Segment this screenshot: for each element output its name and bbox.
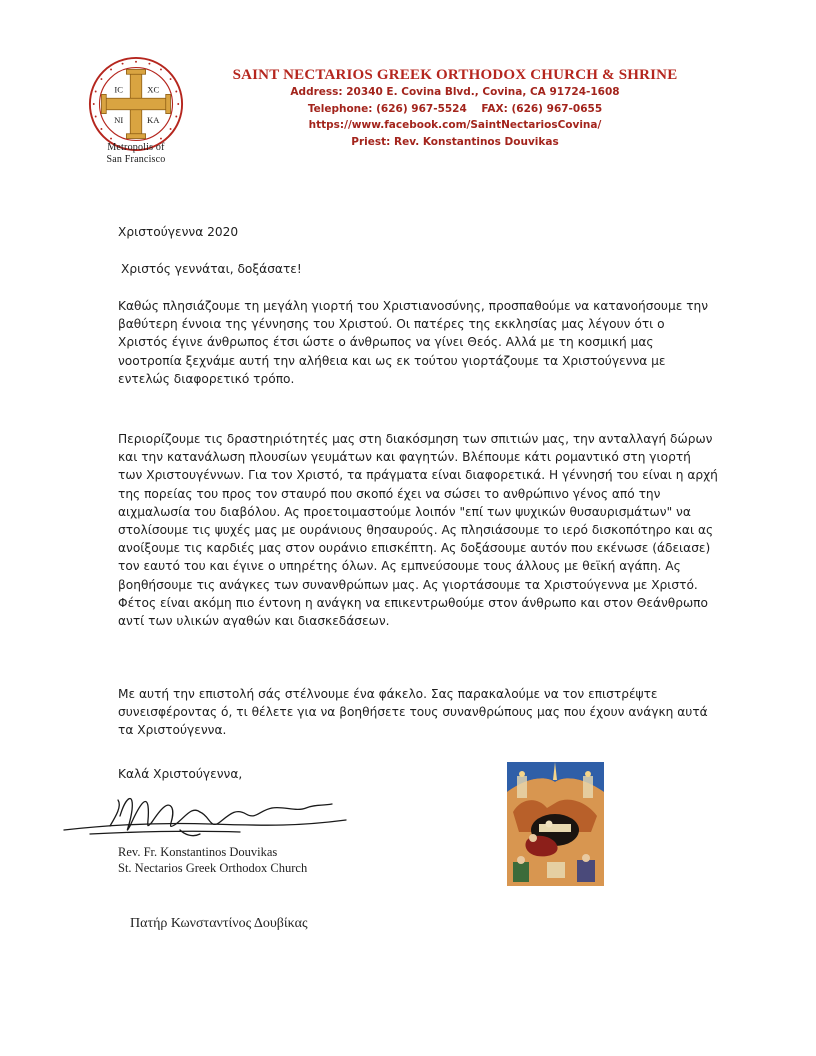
seal-caption-line2: San Francisco bbox=[106, 154, 166, 165]
letter-closing: Καλά Χριστούγεννα, bbox=[118, 767, 243, 781]
svg-text:KA: KA bbox=[147, 115, 160, 126]
church-priest: Priest: Rev. Konstantinos Douvikas bbox=[351, 135, 559, 148]
church-address: Address: 20340 E. Covina Blvd., Covina, CA 91724-1608 bbox=[290, 86, 620, 98]
svg-text:XC: XC bbox=[147, 84, 160, 95]
letter-paragraph-3: Με αυτή την επιστολή σάς στέλνουμε ένα φάκελο. Σας παρακαλούμε να τον επιστρέψτε συνεισφέροντας ό, τι θέλετε για να βοηθήσετε τους συνανθρώπους μας που έχουν ανάγκη αυτά τα Χριστούγεννα. bbox=[118, 687, 708, 738]
church-telephone: Telephone: (626) 967-5524 FAX: (626) 967-0655 bbox=[307, 102, 603, 115]
letter-greeting: Χριστός γεννάται, δοξάσατε! bbox=[121, 262, 302, 276]
svg-text:NI: NI bbox=[114, 115, 124, 126]
church-website-link[interactable]: https://www.facebook.com/SaintNectariosCovina/ bbox=[308, 119, 602, 131]
seal-caption-line1: Metropolis of bbox=[107, 142, 165, 153]
handwritten-signature-icon bbox=[60, 786, 350, 850]
signer-organization: St. Nectarios Greek Orthodox Church bbox=[118, 861, 308, 875]
letter-date: Χριστούγεννα 2020 bbox=[118, 225, 239, 239]
metropolis-seal-icon bbox=[88, 56, 184, 152]
seal-caption bbox=[84, 142, 188, 166]
letter-paragraph-2: Περιορίζουμε τις δραστηριότητές μας στη διακόσμηση των σπιτιών μας, την ανταλλαγή δώρων και την κατανάλωση πλουσίων γευμάτων και φαγητών. Βλέπουμε κάτι ρομαντικό στη γιορτή των Χριστουγέννων. Για τον Χριστό, τα πράγματα είναι διαφορετικά. Η γέννησή του είναι η αρχή της πορείας του προς τον σταυρό που σκοπό έχει να σώσει το ανθρώπινο γένος από την αιχμαλωσία του διαβόλου. Ας προετοιμαστούμε λοιπόν "επί των ψυχικών θυσαυρισμάτων" να στολίσουμε τις ψυχές μας με ουράνιους θησαυρούς. Ας πλησιάσουμε το ιερό δισκοπότηρο και ας ανοίξουμε τις καρδιές μας στον ουράνιο επισκέπτη. Ας δοξάσουμε αυτόν που εκένωσε (άδειασε) τον εαυτό του και έγινε ο υπηρέτης όλων. Ας εμπνεύσουμε τους άλλους με θεϊκή αγάπη. Ας βοηθήσουμε τις ανάγκες των συνανθρώπων μας. Ας γιορτάσουμε τα Χριστούγεννα με Χριστό. Φέτος είναι ακόμη πιο έντονη η ανάγκη να επικεντρωθούμε στον άνθρωπο και στον Θεάνθρωπο αντί των υλικών αγαθών και διασκεδάσεων. bbox=[118, 432, 718, 629]
letter-paragraph-1: Καθώς πλησιάζουμε τη μεγάλη γιορτή του Χριστιανοσύνης, προσπαθούμε να κατανοήσουμε την βαθύτερη έννοια της γέννησης του Χριστού. Οι πατέρες της εκκλησίας μας λέγουν ότι ο Χριστός έγινε άνθρωπος έτσι ώστε ο άνθρωπος να γίνει Θεός. Αλλά με τη κοσμική μας νοοτροπία ξεχνάμε αυτή την αλήθεια και ως εκ τούτου γιορτάζουμε τα Χριστούγεννα με εντελώς διαφορετικό τρόπο. bbox=[118, 299, 709, 386]
church-name: SAINT NECTARIOS GREEK ORTHODOX CHURCH & SHRINE bbox=[232, 67, 678, 83]
nativity-icon-painting bbox=[507, 762, 604, 886]
signer-name: Rev. Fr. Konstantinos Douvikas bbox=[118, 845, 278, 859]
signer-name-greek: Πατήρ Κωνσταντίνος Δουβίκας bbox=[130, 916, 308, 931]
svg-text:IC: IC bbox=[114, 84, 124, 95]
letterhead bbox=[210, 66, 700, 150]
